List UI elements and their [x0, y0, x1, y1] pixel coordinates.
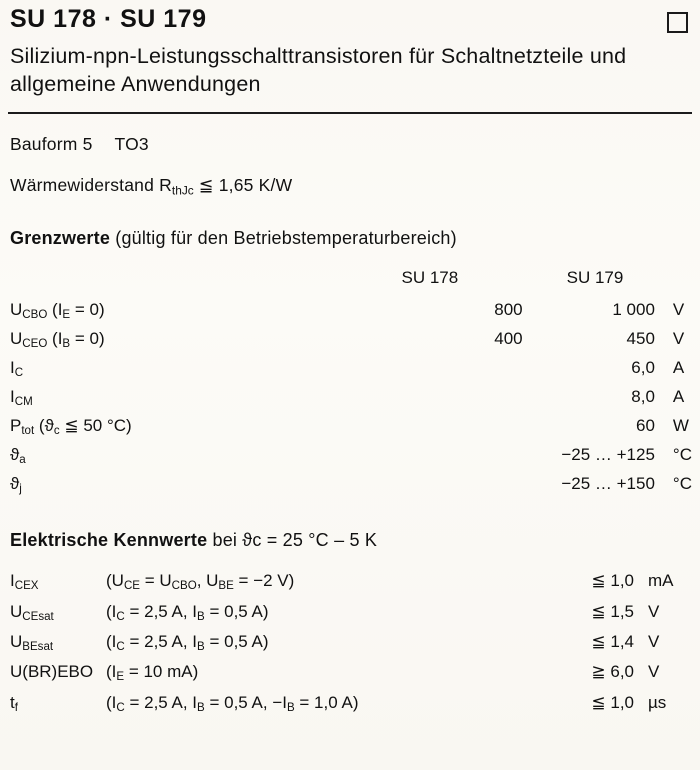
- electrical-condition: ($I_E = 10$ mA): [106, 662, 199, 684]
- electrical-heading: [8, 530, 692, 551]
- electrical-unit: µs: [648, 692, 667, 712]
- table-row: [8, 384, 692, 413]
- table-row: [8, 471, 692, 500]
- electrical-condition: ($I_C = 2,5$ A, $I_B = 0,5$ A): [106, 632, 269, 654]
- limits-value-su178: 800: [494, 300, 523, 320]
- limits-heading-rest: (gültig für den Betriebstemperaturbereich): [110, 227, 457, 248]
- table-header-row: [8, 265, 692, 297]
- package-line: [8, 134, 692, 155]
- limits-heading-bold: Grenzwerte: [10, 227, 111, 248]
- electrical-value: ≧ 6,0: [591, 662, 634, 682]
- limits-value-common: 60: [636, 416, 655, 436]
- table-row: [8, 355, 692, 384]
- package-value: TO3: [114, 134, 149, 155]
- limits-parameter: $I_{CM}$: [10, 387, 33, 409]
- limits-col-unit: [665, 265, 692, 297]
- limits-value-common: −25 … +150: [561, 474, 655, 494]
- package-label: Bauform 5: [10, 134, 93, 155]
- electrical-symbol: U(BR)EBO: [10, 662, 94, 682]
- thermal-resistance-line: [8, 175, 692, 197]
- electrical-symbol: $I_{CEX}$: [10, 571, 39, 593]
- electrical-symbol: $U_{BEsat}$: [10, 632, 54, 654]
- thermal-resistance-value: ≦ 1,65 K/W: [193, 175, 293, 196]
- table-row: [8, 326, 692, 355]
- limits-unit: W: [672, 416, 689, 436]
- electrical-value: ≦ 1,5: [591, 601, 634, 621]
- limits-unit: °C: [672, 445, 692, 465]
- table-row: [8, 658, 692, 688]
- limits-col-su178: SU 178: [401, 268, 459, 288]
- electrical-unit: mA: [648, 571, 674, 591]
- square-outline-icon: [667, 12, 688, 33]
- electrical-unit: V: [648, 601, 660, 621]
- limits-table: [8, 265, 692, 500]
- page-subtitle: Silizium-npn-Leistungsschalttransistoren für Schaltnetzteile und allgemeine Anwendungen: [10, 43, 627, 96]
- electrical-symbol: $t_f$: [10, 692, 18, 715]
- table-row: [8, 688, 692, 718]
- limits-parameter: $U_{CBO}$ $(I_E = 0)$: [10, 300, 105, 322]
- limits-parameter: $I_C$: [10, 358, 24, 380]
- table-row: [8, 297, 692, 326]
- electrical-value: ≦ 1,0: [591, 571, 634, 591]
- limits-parameter: $ϑ_j$: [10, 474, 22, 496]
- limits-value-common: 6,0: [631, 358, 655, 378]
- header: [8, 6, 692, 34]
- table-row: [8, 628, 692, 658]
- limits-col-su179: SU 179: [566, 268, 624, 288]
- limits-col-param: [8, 265, 401, 297]
- electrical-heading-rest: bei ϑc = 25 °C – 5 K: [207, 529, 378, 550]
- electrical-condition: ($U_{CE} = U_{CBO}$, $U_{BE} = -2$ V): [106, 571, 295, 593]
- table-row: [8, 597, 692, 627]
- electrical-value: ≦ 1,4: [591, 632, 634, 652]
- thermal-resistance-subscript: thJc: [171, 183, 194, 198]
- limits-unit: V: [672, 329, 685, 349]
- electrical-table: [8, 567, 692, 719]
- limits-parameter: $U_{CEO}$ $(I_B = 0)$: [10, 329, 105, 351]
- limits-parameter: $ϑ_a$: [10, 445, 26, 467]
- table-row: [8, 413, 692, 442]
- divider: [8, 112, 692, 114]
- limits-parameter: $P_{tot}$ ($ϑ_c$ ≦ 50 °C): [10, 416, 132, 438]
- thermal-resistance-label: Wärmewiderstand R: [10, 175, 172, 196]
- electrical-unit: V: [648, 632, 660, 652]
- electrical-condition: ($I_C = 2,5$ A, $I_B = 0,5$ A, $-I_B = 1,0$ A): [106, 692, 359, 715]
- limits-value-su179: 450: [626, 329, 655, 349]
- limits-unit: °C: [672, 474, 692, 494]
- electrical-heading-bold: Elektrische Kennwerte: [10, 529, 208, 550]
- electrical-value: ≦ 1,0: [591, 692, 634, 712]
- limits-value-common: 8,0: [631, 387, 655, 407]
- limits-unit: V: [672, 300, 685, 320]
- electrical-condition: ($I_C = 2,5$ A, $I_B = 0,5$ A): [106, 601, 269, 623]
- electrical-unit: V: [648, 662, 660, 682]
- limits-value-common: −25 … +125: [561, 445, 655, 465]
- table-row: [8, 442, 692, 471]
- table-row: [8, 567, 692, 597]
- electrical-symbol: $U_{CEsat}$: [10, 601, 54, 623]
- limits-value-su179: 1 000: [612, 300, 655, 320]
- limits-value-su178: 400: [494, 329, 523, 349]
- page-title: SU 178 · SU 179: [10, 5, 207, 33]
- limits-heading: [8, 228, 692, 249]
- limits-unit: A: [672, 387, 685, 407]
- limits-unit: A: [672, 358, 685, 378]
